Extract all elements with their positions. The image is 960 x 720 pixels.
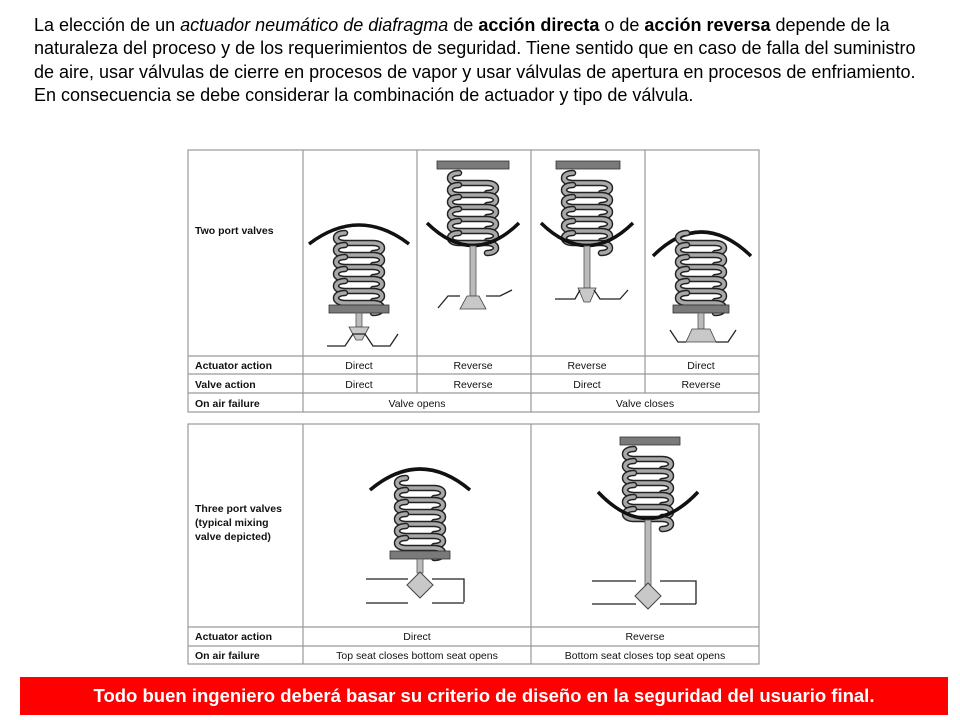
table1-valve-cell: Direct (345, 379, 373, 391)
intro-text-3: o de (599, 15, 645, 35)
table1-row-label-valve: Valve action (195, 379, 256, 391)
table1-failure-cell: Valve closes (615, 398, 675, 410)
diagram-two-port-reverse-reverse (427, 161, 519, 309)
diagram-three-port-reverse (592, 437, 698, 609)
table1-valve-cell: Reverse (453, 379, 493, 391)
table2-title-line: valve depicted) (195, 531, 271, 543)
table1-valve-cell: Reverse (681, 379, 721, 391)
diagram-two-port-direct-reverse (653, 232, 751, 342)
table2-title-line: (typical mixing (195, 517, 269, 529)
table1-valve-cell: Direct (573, 379, 601, 391)
table2-grid (188, 424, 759, 664)
footer-banner (20, 677, 948, 715)
table1-row-label-actuator: Actuator action (195, 360, 273, 372)
table1-row-label-failure: On air failure (195, 398, 260, 410)
table2-title-line: Three port valves (195, 503, 282, 515)
intro-bold-direct: acción directa (478, 15, 600, 35)
table2-failure-cell: Bottom seat closes top seat opens (564, 650, 726, 662)
diagram-two-port-direct-direct (309, 225, 409, 346)
table2-actuator-cell: Direct (403, 631, 431, 643)
table1-actuator-cell: Direct (687, 360, 715, 372)
table1-actuator-cell: Direct (345, 360, 373, 372)
table1-failure-cell: Valve opens (388, 398, 446, 410)
intro-text-2: de (448, 15, 479, 35)
diagram-three-port-direct (366, 469, 470, 603)
intro-text-1: La elección de un (34, 15, 181, 35)
table2-actuator-cell: Reverse (625, 631, 665, 643)
intro-italic-actuator: actuador neumático de diafragma (180, 15, 449, 35)
intro-text-4: depende de la naturaleza del proceso y de los requerimientos de seguridad. Tiene sentido que en caso de falla del suministro de aire, usar válvulas de cierre en procesos de vapor y usar válvulas de apertura en procesos de enfriamiento. En consecuencia se debe considerar la combinación de actuador y tipo de válvula. (34, 15, 916, 105)
footer-text: Todo buen ingeniero deberá basar su criterio de diseño en la seguridad del usuario final. (93, 685, 875, 706)
table2-failure-cell: Top seat closes bottom seat opens (336, 650, 498, 662)
table1-actuator-cell: Reverse (567, 360, 607, 372)
diagram-two-port-reverse-direct (541, 161, 633, 302)
table2-row-label-failure: On air failure (195, 650, 260, 662)
table1-actuator-cell: Reverse (453, 360, 493, 372)
intro-bold-reverse: acción reversa (644, 15, 771, 35)
table2-row-label-actuator: Actuator action (195, 631, 273, 643)
table1-title: Two port valves (195, 225, 274, 237)
